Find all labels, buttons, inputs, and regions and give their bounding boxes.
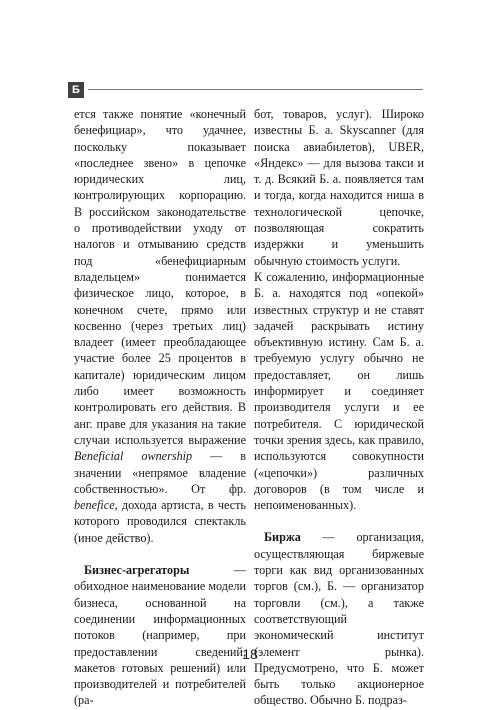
right-column [254,106,424,709]
left-text-1d: , дохода артиста, в честь которого проводился спектакль (иное действо). [74,498,246,545]
left-paragraph-1 [74,106,246,546]
entry-birzha [254,529,424,708]
left-column [74,106,246,709]
left-italic-term-1: Beneficial ownership [74,449,193,464]
entry-term-birzha: Биржа [264,530,301,545]
right-paragraph-2: К сожалению, информационные Б. а. находятся под «опекой» известных структур и не ставят задачей раскрывать истину объективную истину. Сам Б. а. требуемую услугу обычно не предоставляет, он лишь информирует и соединяет производителя услуги и ее потребителя. С юридической точки зрения здесь, как правило, используются совокупности («цепочки») различных договоров (в том числе и непоименованных). [254,269,424,513]
entry-term-business-aggregators: Бизнес-агрегаторы [84,563,190,578]
entry-text-business-aggregators: — обиходное наименование модели бизнеса, основанной на соединении информационных потоков (например, при предоставлении сведений, макетов готовых решений) или производителей и потребителей (ра- [74,563,246,708]
left-text-1b: В российском законодательстве о противодействии уходу от налогов и отмыванию средств под «бенефициарным владельцем» понимается физическое лицо, которое, в конечном счете, прямо или косвенно (через третьих лиц) владеет (имеет преобладающее участие более 25 процентов в капитале) юридическим лицом либо имеет возможность контролировать его действия. В анг. праве для указания на такие случаи используется выражение [74,204,246,447]
page-number: 18 [242,646,258,662]
entry-text-birzha: — организация, осуществляющая биржевые торги как вид организованных торгов (см.), Б. — организатор торговли (см.), а также соответствующий экономический институт (элемент рынка). Предусмотрено, что Б. может быть только акционерное общество. Обычно Б. подраз- [254,530,425,708]
left-text-1c: — в значении «непрямое владение собственностью». От фр. [74,449,246,496]
header-rule [88,89,423,90]
right-paragraph-1: бот, товаров, услуг). Широко известны Б. а. Skyscanner (для поиска авиабилетов), UBER, «Яндекс» — для вызова такси и т. д. Всякий Б. а. появляется там и тогда, когда находится ниша в технологической цепочке, позволяющая сократить издержки и уменьшить обычную стоимость услуги. [254,107,424,268]
left-text-1: ется также понятие «конечный бенефициар», что удачнее, поскольку показывает «последнее звено» в цепочке юридических лиц, контролирующих корпорацию. [74,107,246,203]
left-italic-term-2: benefice [74,498,115,513]
entry-business-aggregators [74,562,246,709]
section-letter-badge: Б [68,82,84,98]
